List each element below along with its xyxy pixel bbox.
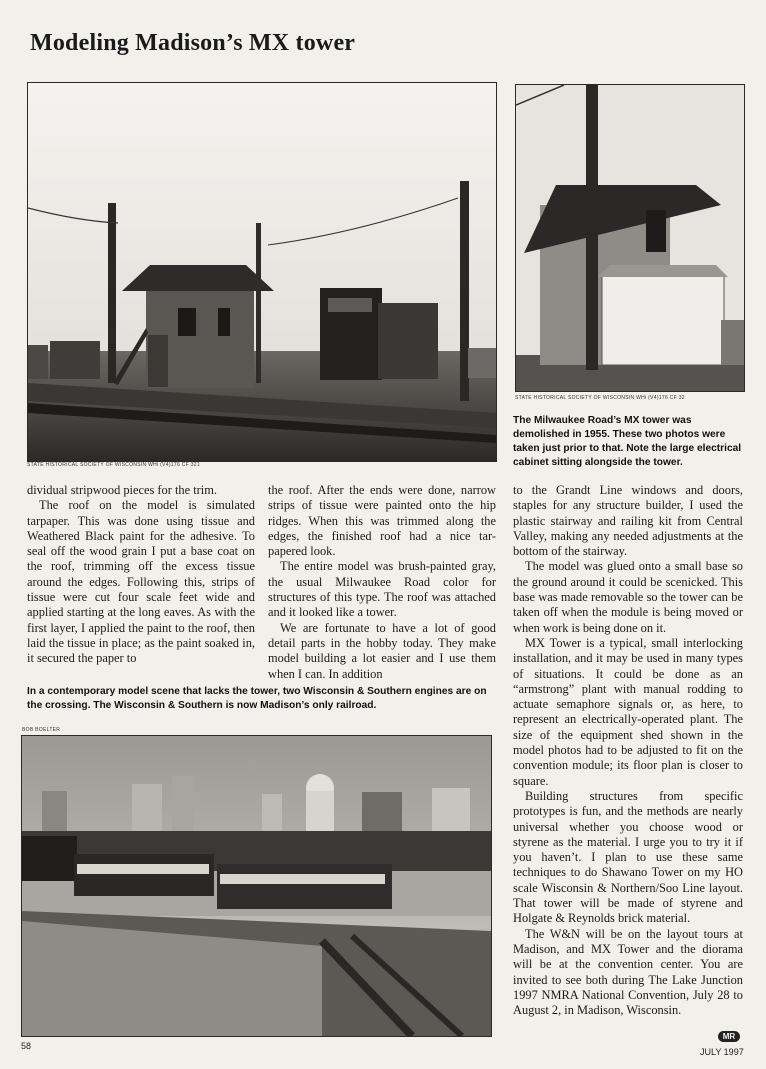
tower-close-image [516,85,744,391]
tower-close-photo [515,84,745,392]
paragraph: the roof. After the ends were done, narrow strips of tissue were painted onto the hip ridges. When this was trimmed along the edges, the finished roof had a nice tar-papered look. [268,483,496,559]
model-scene-photo [21,735,492,1037]
paragraph: to the Grandt Line windows and doors, staples for any structure builder, I used the plastic stairway and railing kit from Central Valley, making any needed adjustments at the bottom of the stairway. [513,483,743,559]
body-column-3 [513,483,743,1018]
paragraph: MX Tower is a typical, small interlocking installation, and it may be used in many types of situations. It could be done as an “armstrong” plant with manual rodding to actuate semaphore signals or, as here, to represent an electrically-operated plant. The size of the equipment shed shown in the model photos had to be adjusted to fit on the convention module; its floor plan is closer to square. [513,635,743,788]
body-column-2 [268,483,496,682]
page-title: Modeling Madison’s MX tower [30,30,356,56]
issue-date: JULY 1997 [700,1047,744,1057]
tower-street-photo [27,82,497,462]
model-scene-image [22,736,491,1036]
paragraph: The roof on the model is simulated tarpaper. This was done using tissue and Weathered Black paint for the adhesive. To seal off the wood grain I put a base coat on the roof, trimming off the excess tissue around the edges. Following this, strips of tissue were cut four scale feet wide and applied starting at the long eaves. As with the first layer, I applied the paint to the roof, then laid the tissue in place; as the paint soaked in, it secured the paper to [27,498,255,666]
photo-credit-tower-street: STATE HISTORICAL SOCIETY OF WISCONSIN WHi (V4)176 CF 321 [27,462,200,468]
model-photo-caption: In a contemporary model scene that lacks the tower, two Wisconsin & Southern engines are on the crossing. The Wisconsin & Southern is now Madison’s only railroad. [27,686,487,711]
page-number: 58 [21,1041,32,1051]
photo-credit-model-scene: BOB BOELTER [22,727,61,733]
photo-credit-tower-close: STATE HISTORICAL SOCIETY OF WISCONSIN WHi (V4)176 CF 32 [515,395,685,401]
paragraph: The entire model was brush-painted gray, the usual Milwaukee Road color for structures of this type. The roof was attached and it looked like a tower. [268,559,496,620]
paragraph: Building structures from specific prototypes is fun, and the methods are nearly universal whether you choose wood or styrene as the material. I urge you to try it if you haven’t. I plan to use these same techniques to do Shawano Tower on my HO scale Wisconsin & Northern/Soo Line layout. That tower will be made of styrene and Holgate & Reynolds brick material. [513,788,743,926]
paragraph: The model was glued onto a small base so the ground around it could be scenicked. This base was made removable so the tower can be taken off when the module is being moved or when work is being done on it. [513,559,743,635]
tower-street-image [28,83,496,461]
tower-photos-caption: The Milwaukee Road’s MX tower was demolished in 1955. These two photos were taken just prior to that. Note the large electrical cabinet sitting alongside the tower. [513,415,742,468]
magazine-logo-icon: MR [718,1031,740,1042]
paragraph: We are fortunate to have a lot of good detail parts in the hobby today. They make model building a lot easier and I use them when I can. In addition [268,620,496,681]
paragraph: The W&N will be on the layout tours at Madison, and MX Tower and the diorama will be at the convention center. You are invited to see both during The Lake Junction 1997 NMRA National Convention, July 28 to August 2, in Madison, Wisconsin. [513,926,743,1018]
paragraph: dividual stripwood pieces for the trim. [27,483,217,497]
body-column-1 [27,483,255,667]
